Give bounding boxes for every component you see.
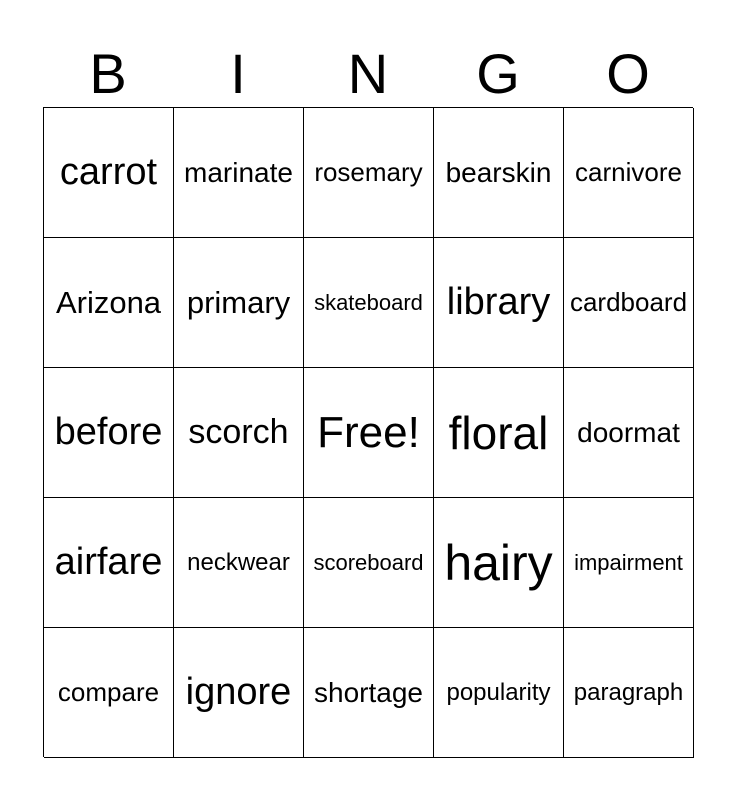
bingo-cell[interactable]: scorch xyxy=(174,368,304,498)
bingo-cell[interactable]: cardboard xyxy=(564,238,694,368)
bingo-cell[interactable]: shortage xyxy=(304,628,434,758)
bingo-cell[interactable]: skateboard xyxy=(304,238,434,368)
bingo-cell[interactable]: carrot xyxy=(44,108,174,238)
header-letter-o: O xyxy=(606,42,650,105)
bingo-board xyxy=(43,107,693,757)
bingo-cell[interactable]: doormat xyxy=(564,368,694,498)
bingo-cell[interactable]: impairment xyxy=(564,498,694,628)
bingo-cell[interactable]: bearskin xyxy=(434,108,564,238)
bingo-cell[interactable]: carnivore xyxy=(564,108,694,238)
free-space-cell[interactable]: Free! xyxy=(304,368,434,498)
bingo-cell[interactable]: before xyxy=(44,368,174,498)
header-letter-b: B xyxy=(89,42,127,105)
bingo-cell[interactable]: Arizona xyxy=(44,238,174,368)
bingo-cell[interactable]: library xyxy=(434,238,564,368)
bingo-header xyxy=(43,40,693,108)
bingo-cell[interactable]: ignore xyxy=(174,628,304,758)
bingo-cell[interactable]: marinate xyxy=(174,108,304,238)
bingo-cell[interactable]: neckwear xyxy=(174,498,304,628)
bingo-cell[interactable]: primary xyxy=(174,238,304,368)
bingo-cell[interactable]: rosemary xyxy=(304,108,434,238)
bingo-cell[interactable]: floral xyxy=(434,368,564,498)
bingo-cell[interactable]: airfare xyxy=(44,498,174,628)
bingo-cell[interactable]: compare xyxy=(44,628,174,758)
bingo-cell[interactable]: popularity xyxy=(434,628,564,758)
bingo-cell[interactable]: hairy xyxy=(434,498,564,628)
header-letter-i: I xyxy=(230,42,246,105)
bingo-cell[interactable]: scoreboard xyxy=(304,498,434,628)
header-letter-n: N xyxy=(347,42,389,105)
bingo-cell[interactable]: paragraph xyxy=(564,628,694,758)
header-letter-g: G xyxy=(476,42,520,105)
